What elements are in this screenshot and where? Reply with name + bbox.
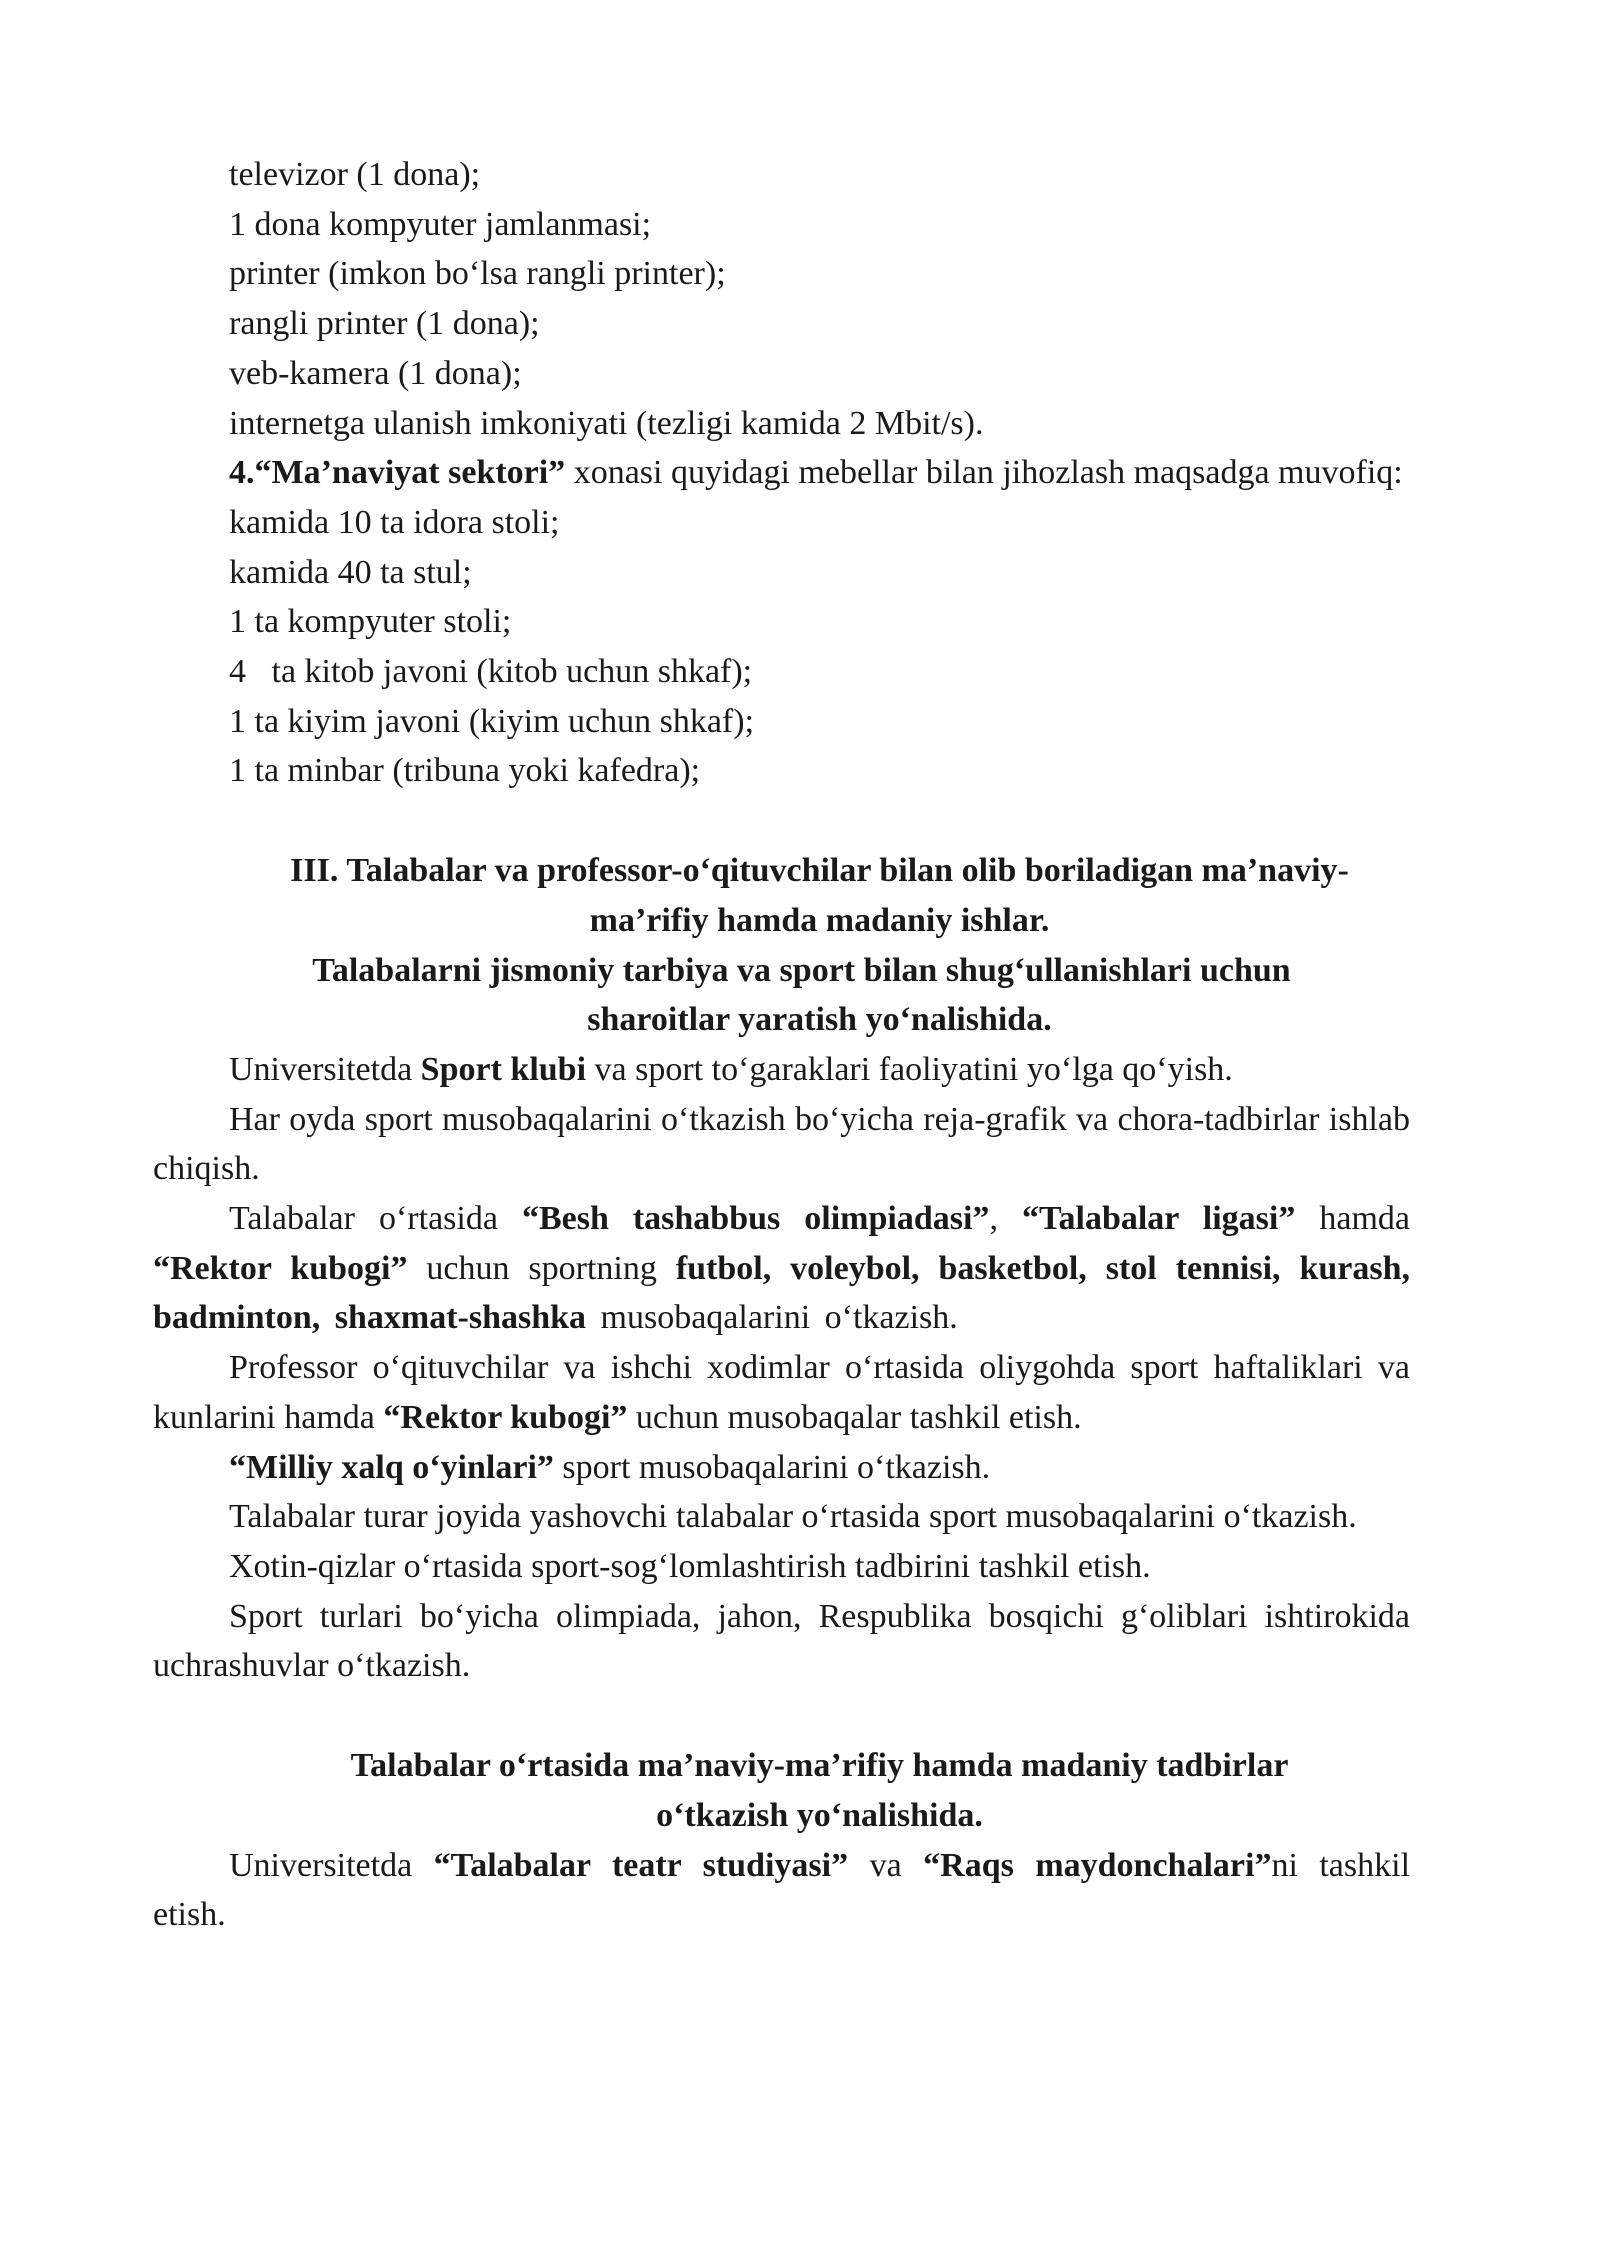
culture-section [153, 1741, 1410, 1940]
bold-text: Sport klubi [420, 1050, 587, 1088]
list-item: veb-kamera (1 dona); [229, 354, 522, 392]
sport-section [153, 1045, 1410, 1691]
section-4-text: xonasi quyidagi mebellar bilan jihozlash maqsadga muvofiq: [565, 454, 1403, 492]
chapter-3-subtitle-line-2: sharoitlar yaratish yo‘nalishida. [587, 1001, 1052, 1039]
text-run: uchun musobaqalar tashkil etish. [627, 1398, 1082, 1436]
culture-heading-line-2: o‘tkazish yo‘nalishida. [656, 1796, 983, 1834]
list-item: kamida 10 ta idora stoli; [229, 503, 560, 541]
list-item: 1 ta kiyim javoni (kiyim uchun shkaf); [229, 702, 755, 740]
list-item: printer (imkon bo‘lsa rangli printer); [229, 255, 726, 293]
culture-heading-line-1: Talabalar o‘rtasida ma’naviy-ma’rifiy hamda madaniy tadbirlar [350, 1747, 1289, 1785]
spacer [153, 1691, 1410, 1741]
bold-text: “Raqs maydonchalari” [923, 1846, 1272, 1884]
bold-text: “Milliy xalq o‘yinlari” [229, 1448, 554, 1486]
bold-text: “Talabalar teatr studiyasi” [433, 1846, 849, 1884]
chapter-3-subtitle-line-1: Talabalarni jismoniy tarbiya va sport bilan shug‘ullanishlari uchun [312, 951, 1291, 989]
text-run: Talabalar o‘rtasida [229, 1200, 522, 1238]
chapter-3-title-text: Talabalar va professor-o‘qituvchilar bilan olib boriladigan ma’naviy- [346, 852, 1349, 890]
text-run: , [989, 1200, 1022, 1238]
paragraph [153, 1443, 1410, 1493]
chapter-3-heading [153, 846, 1410, 1045]
list-item: 1 dona kompyuter jamlanmasi; [229, 205, 652, 243]
text-run: Universitetda [229, 1050, 421, 1088]
text-run: Professor o‘qituvchilar va ishchi xodimlar o‘rtasida oliygohda sport haftaliklari va kunlarini hamda [153, 1349, 1410, 1436]
spacer [153, 796, 1410, 846]
list-item: 1 ta kompyuter stoli; [229, 603, 512, 641]
bold-text: “Rektor kubogi” [383, 1398, 628, 1436]
text-run: musobaqalarini o‘tkazish. [586, 1299, 958, 1337]
text-run: uchun sportning [407, 1249, 676, 1287]
chapter-3-title-line-2: ma’rifiy hamda madaniy ishlar. [589, 901, 1050, 939]
section-4-number: 4. [229, 454, 255, 492]
list-item: 4 ta kitob javoni (kitob uchun shkaf); [229, 653, 753, 691]
bold-text: “Rektor kubogi” [153, 1249, 408, 1287]
list-item: internetga ulanish imkoniyati (tezligi kamida 2 Mbit/s). [229, 404, 984, 442]
bold-text: futbol, voleybol, basketbol, stol tennisi, kurash, badminton, shaxmat-shashka [153, 1249, 1410, 1337]
section-4-paragraph [153, 448, 1410, 498]
paragraph: Xotin-qizlar o‘rtasida sport-sog‘lomlashtirish tadbirini tashkil etish. [229, 1547, 1151, 1585]
chapter-3-number: III. [290, 852, 339, 890]
paragraph [153, 1194, 1410, 1343]
paragraph [153, 1841, 1410, 1940]
list-item: kamida 40 ta stul; [229, 553, 472, 591]
text-run: Universitetda [229, 1846, 434, 1884]
paragraph: Sport turlari bo‘yicha olimpiada, jahon, Respublika bosqichi g‘oliblari ishtirokida uchrashuvlar o‘tkazish. [153, 1597, 1410, 1685]
furniture-list [153, 498, 1410, 796]
bold-text: “Talabalar ligasi” [1021, 1200, 1296, 1238]
document-body [153, 150, 1410, 1940]
paragraph: Talabalar turar joyida yashovchi talabalar o‘rtasida sport musobaqalarini o‘tkazish. [229, 1498, 1357, 1536]
list-item: televizor (1 dona); [229, 156, 481, 193]
text-run: ni tashkil etish. [153, 1846, 1411, 1934]
paragraph [153, 1343, 1410, 1442]
equipment-list [153, 150, 1410, 448]
text-run: va sport to‘garaklari faoliyatini yo‘lga qo‘yish. [586, 1050, 1233, 1088]
list-item: rangli printer (1 dona); [229, 305, 540, 343]
list-item: 1 ta minbar (tribuna yoki kafedra); [229, 752, 701, 790]
text-run: sport musobaqalarini o‘tkazish. [553, 1448, 991, 1486]
section-4-title: “Ma’naviyat sektori” [254, 454, 566, 492]
bold-text: “Besh tashabbus olimpiadasi” [521, 1200, 990, 1238]
chapter-3-title-line-1 [153, 846, 1410, 896]
paragraph: Har oyda sport musobaqalarini o‘tkazish bo‘yicha reja-grafik va chora-tadbirlar ishlab chiqish. [153, 1100, 1410, 1188]
paragraph [153, 1045, 1410, 1095]
text-run: hamda [1295, 1200, 1411, 1238]
text-run: va [848, 1846, 924, 1884]
